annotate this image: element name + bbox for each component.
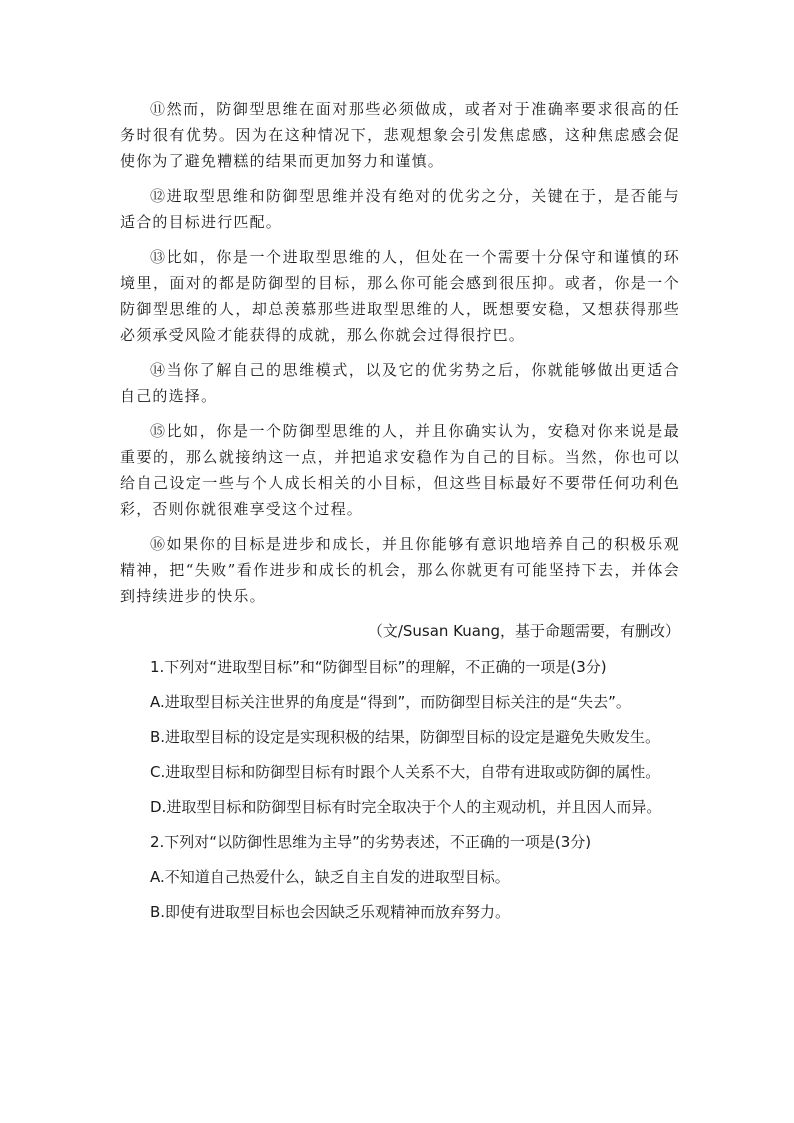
paragraph-14: ⑭当你了解自己的思维模式，以及它的优劣势之后，你就能够做出更适合自己的选择。 <box>120 361 680 405</box>
option-d: D.进取型目标和防御型目标有时完全取决于个人的主观动机，并且因人而异。 <box>150 798 662 816</box>
question-1 <box>120 654 680 820</box>
question-stem: 1.下列对“进取型目标”和“防御型目标”的理解，不正确的一项是(3分) <box>150 658 607 676</box>
paragraph-15: ⑮比如，你是一个防御型思维的人，并且你确实认为，安稳对你来说是最重要的，那么就接纳这一点，并把追求安稳作为自己的目标。当然，你也可以给自己设定一些与个人成长相关的小目标，但这些目标最好不要带任何功利色彩，否则你就很难享受这个过程。 <box>120 422 680 518</box>
paragraph-16: ⑯如果你的目标是进步和成长，并且你能够有意识地培养自己的积极乐观精神，把“失败”看作进步和成长的机会，那么你就更有可能坚持下去，并体会到持续进步的快乐。 <box>120 535 680 605</box>
paragraph-13: ⑬比如，你是一个进取型思维的人，但处在一个需要十分保守和谨慎的环境里，面对的都是防御型的目标，那么你可能会感到很压抑。或者，你是一个防御型思维的人，却总羡慕那些进取型思维的人，既想要安稳，又想获得那些必须承受风险才能获得的成就，那么你就会过得很拧巴。 <box>120 248 680 344</box>
paragraph-12: ⑫进取型思维和防御型思维并没有绝对的优劣之分，关键在于，是否能与适合的目标进行匹配。 <box>120 187 680 231</box>
question-2 <box>120 829 680 925</box>
source-attribution: （文/Susan Kuang，基于命题需要，有删改） <box>367 622 680 640</box>
option-a: A.不知道自己热爱什么，缺乏自主自发的进取型目标。 <box>150 868 510 886</box>
option-b: B.即使有进取型目标也会因缺乏乐观精神而放弃努力。 <box>150 903 511 921</box>
option-c: C.进取型目标和防御型目标有时跟个人关系不大，自带有进取或防御的属性。 <box>150 763 661 781</box>
document-page <box>120 96 680 934</box>
question-stem: 2.下列对“以防御性思维为主导”的劣势表述，不正确的一项是(3分) <box>150 833 592 851</box>
option-b: B.进取型目标的设定是实现积极的结果，防御型目标的设定是避免失败发生。 <box>150 728 661 746</box>
option-a: A.进取型目标关注世界的角度是“得到”，而防御型目标关注的是“失去”。 <box>150 693 631 711</box>
paragraph-11: ⑪然而，防御型思维在面对那些必须做成，或者对于准确率要求很高的任务时很有优势。因为在这种情况下，悲观想象会引发焦虑感，这种焦虑感会促使你为了避免糟糕的结果而更加努力和谨慎。 <box>120 100 680 170</box>
